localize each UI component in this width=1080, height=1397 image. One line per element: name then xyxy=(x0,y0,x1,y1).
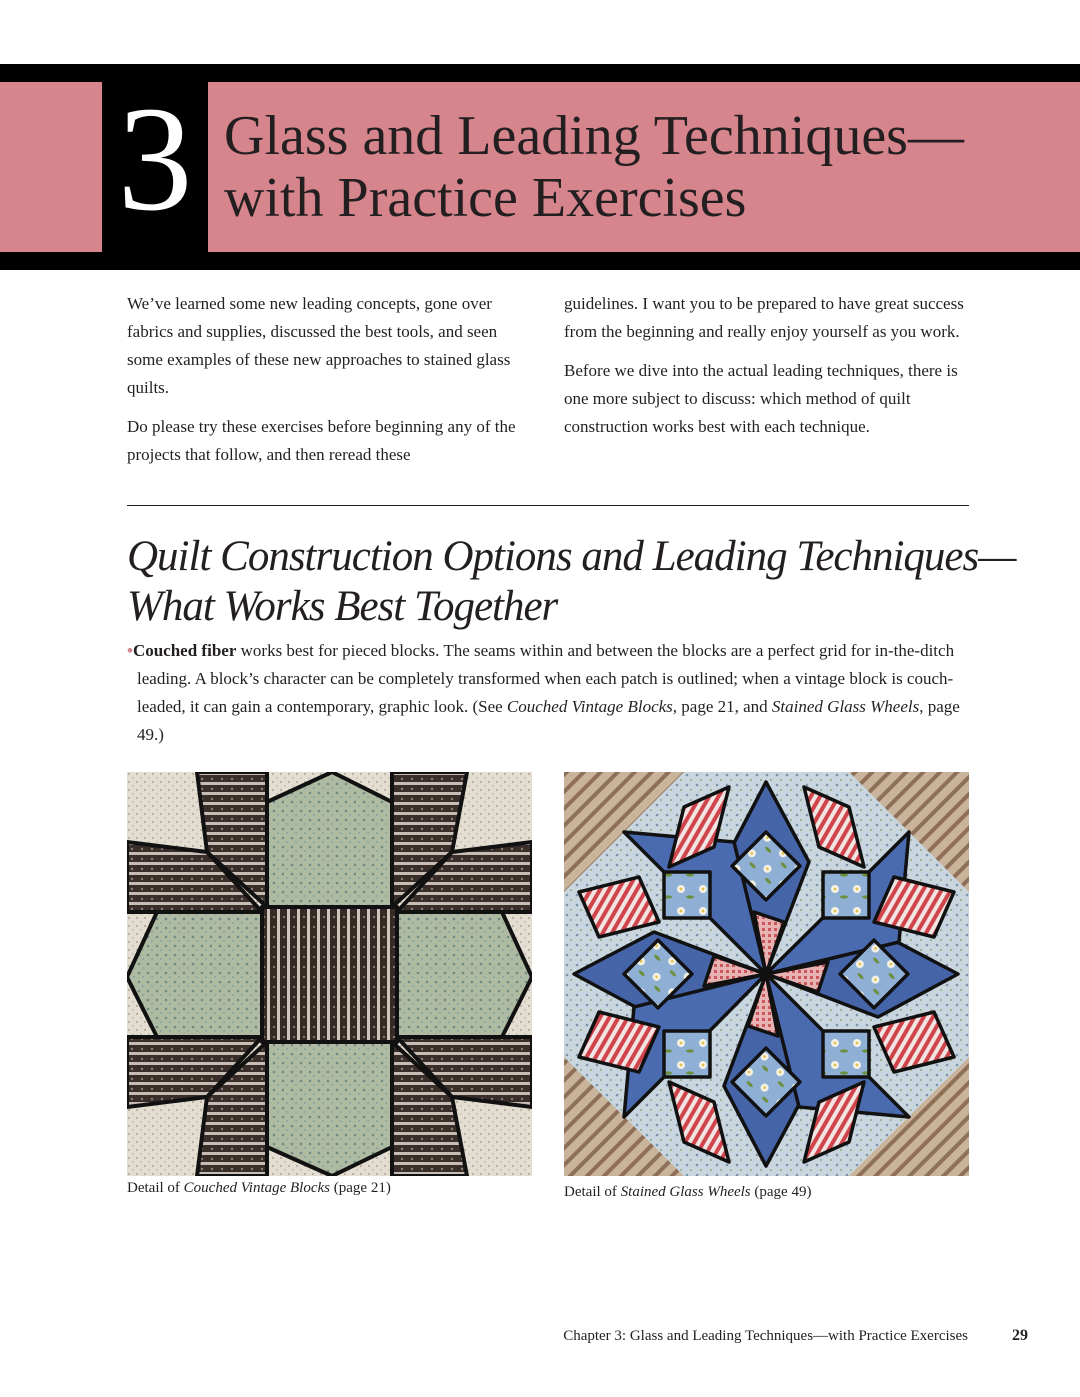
bullet-item-couched-fiber xyxy=(127,637,973,749)
intro-paragraph: guidelines. I want you to be prepared to have great success from the beginning and really enjoy yourself as you work. xyxy=(564,294,964,341)
section-divider xyxy=(127,505,969,506)
bullet-text: , page 49.) xyxy=(137,697,960,744)
caption-project-title: Couched Vintage Blocks xyxy=(183,1180,331,1196)
photo-caption xyxy=(127,1179,391,1197)
chapter-title xyxy=(224,105,1054,229)
project-reference: Couched Vintage Blocks xyxy=(506,697,673,716)
quilt-block-image xyxy=(127,772,532,1176)
caption-text: Detail of xyxy=(564,1184,621,1200)
photo-couched-vintage-blocks xyxy=(127,772,532,1176)
bullet-text: , page 21, and xyxy=(672,697,772,716)
intro-right-column xyxy=(564,290,964,452)
chapter-number: 3 xyxy=(117,76,193,242)
bullet-text: works best for pieced blocks. The seams within and between the blocks are a perfect grid for in-the-ditch leading. A block’s character can be completely transformed when each patch is outlined; when a vintage block is couch-leaded, it can gain a contemporary, graphic look. (See xyxy=(137,641,955,716)
caption-text: Detail of xyxy=(127,1180,184,1196)
bullet-term: Couched fiber xyxy=(132,641,237,660)
section-heading-line1: Quilt Construction Options and Leading Techniques— xyxy=(127,533,1016,580)
page-number: 29 xyxy=(1012,1327,1028,1344)
intro-paragraph: Before we dive into the actual leading techniques, there is one more subject to discuss: which method of quilt construction works best with each technique. xyxy=(564,361,958,436)
caption-text: (page 49) xyxy=(750,1184,812,1200)
chapter-title-line2: with Practice Exercises xyxy=(224,167,747,229)
section-heading-line2: What Works Best Together xyxy=(127,583,558,630)
chapter-title-line1: Glass and Leading Techniques— xyxy=(224,105,964,167)
quilt-block-image xyxy=(564,772,969,1176)
caption-text: (page 21) xyxy=(330,1180,391,1196)
caption-project-title: Stained Glass Wheels xyxy=(620,1184,751,1200)
bullet-icon: • xyxy=(127,641,133,660)
intro-left-column xyxy=(127,290,519,480)
intro-paragraph: We’ve learned some new leading concepts, gone over fabrics and supplies, discussed the best tools, and seen some examples of these new approaches to stained glass quilts. xyxy=(127,294,511,397)
running-footer: Chapter 3: Glass and Leading Techniques—with Practice Exercises xyxy=(563,1328,968,1344)
photo-stained-glass-wheels xyxy=(564,772,969,1176)
project-reference: Stained Glass Wheels xyxy=(771,697,920,716)
intro-paragraph: Do please try these exercises before beginning any of the projects that follow, and then reread these xyxy=(127,417,516,464)
photo-caption xyxy=(564,1183,811,1201)
section-heading xyxy=(127,532,1016,632)
